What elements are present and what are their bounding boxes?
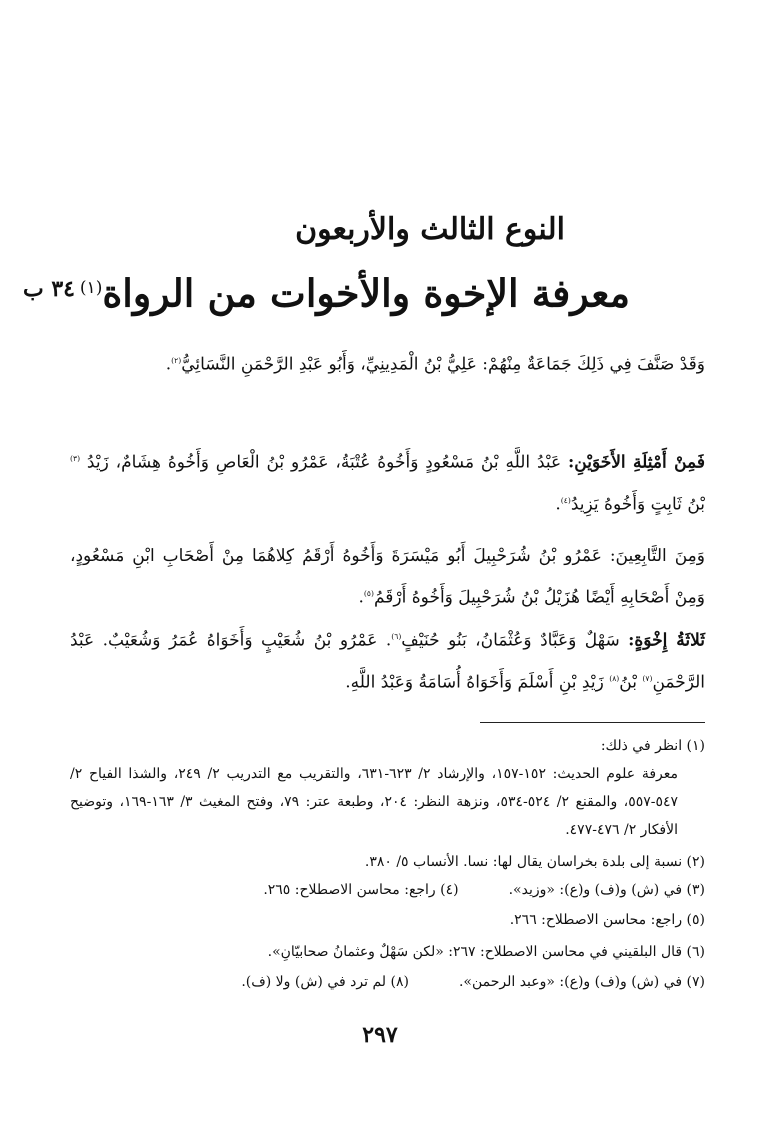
- footnote-4: (٤) راجع: محاسن الاصطلاح: ٢٦٥.: [263, 882, 459, 898]
- paragraph-3: [70, 537, 705, 617]
- footnote-divider: [480, 722, 705, 723]
- margin-folio-note: ٣٤ ب: [22, 276, 75, 302]
- paragraph-tail: .: [555, 494, 561, 515]
- paragraph-text: . عَمْرُو بْنُ شُعَيْبٍ وَأَخَوَاهُ عُمَرُ وَشُعَيْبٌ. عَبْدُ الرَّحْمَنِ: [70, 630, 705, 693]
- footnote-2: (٢) نسبة إلى بلدة بخراسان يقال لها: نسا. الأنساب ٥/ ٣٨٠.: [364, 854, 705, 870]
- paragraph-text: سَهْلٌ وَعَبَّادٌ وَعُثْمَانُ، بَنُو حُنَيْفٍ: [401, 630, 629, 651]
- footnote-1-body: معرفة علوم الحديث: ١٥٢-١٥٧، والإرشاد ٢/ ٦٢٣-٦٣١، والتقريب مع التدريب ٢/ ٢٤٩، والشذا الفياح ٢/ ٥٤٧-٥٥٧، والمقنع ٢/ ٥٢٤-٥٣٤، ونزهة النظر: ٢٠٤، وطبعة عتر: ٧٩، وفتح المغيث ٣/ ١٦٣-١٦٩، وتوضيح الأفكار ٢/ ٤٧٦-٤٧٧.: [70, 766, 679, 838]
- footnote-8: (٨) لم ترد في (ش) ولا (ف).: [241, 974, 409, 990]
- paragraph-text: بْنُ ثَابِتٍ وَأَخُوهُ يَزِيدُ: [570, 494, 705, 515]
- chapter-title: [79, 262, 630, 320]
- footnote-3: (٣) في (ش) و(ف) و(ع): «وزيد».: [508, 882, 705, 898]
- footnote-7: (٧) في (ش) و(ف) و(ع): «وعبد الرحمن».: [458, 974, 705, 990]
- footnote-ref: (٧): [642, 673, 653, 683]
- paragraph-text: زَيْدِ بْنِ أَسْلَمَ وَأَخَوَاهُ أُسَامَةُ وَعَبْدُ اللَّهِ.: [345, 672, 610, 693]
- footnote-ref: (٣): [70, 454, 81, 463]
- chapter-title-text: معرفة الإخوة والأخوات من الرواة: [102, 270, 630, 316]
- paragraph-text: عَبْدُ اللَّهِ بْنُ مَسْعُودٍ وَأَخُوهُ عُتْبَةُ، عَمْرُو بْنُ الْعَاصِ وَأَخُوهُ هِشَامٌ، زَيْدُ: [80, 452, 568, 473]
- paragraph-text: وَمِنَ التَّابِعِينَ: عَمْرُو بْنُ شُرَحْبِيلَ أَبُو مَيْسَرَةَ وَأَخُوهُ أَرْقَمُ كِلاهُمَا مِنْ أَصْحَابِ ابْنِ مَسْعُودٍ، وَمِنْ أَصْحَابِهِ أَيْضًا هُزَيْلُ بْنُ شُرَحْبِيلَ وَأَخُوهُ أَرْقَمُ: [70, 546, 705, 608]
- paragraph-text: وَقَدْ صَنَّفَ فِي ذَلِكَ جَمَاعَةٌ مِنْهُمْ: عَلِيُّ بْنُ الْمَدِينِيِّ، وَأَبُو عَبْدِ الرَّحْمَنِ النَّسَائِيُّ: [181, 354, 705, 375]
- footnote-6: (٦) قال البلقيني في محاسن الاصطلاح: ٢٦٧: «لكن سَهْلٌ وعثمانُ صحابيّانِ».: [267, 944, 705, 960]
- paragraph-lead: فَمِنْ أَمْثِلَةِ الأَخَوَيْنِ:: [568, 452, 705, 473]
- footnote-ref: (١): [79, 278, 103, 298]
- paragraph-1: [70, 342, 705, 384]
- paragraph-tail: .: [165, 354, 172, 375]
- footnote-1-head: (١) انظر في ذلك:: [600, 738, 705, 754]
- paragraph-lead: ثَلاثَةُ إِخْوَةٍ:: [628, 630, 705, 651]
- paragraph-4: [70, 618, 705, 701]
- footnote-ref: (٤): [560, 495, 571, 505]
- paragraph-2: [70, 440, 705, 523]
- paragraph-text: بْنُ: [619, 672, 643, 693]
- page-number: ٢٩٧: [362, 1022, 398, 1048]
- footnote-ref: (٥): [363, 589, 374, 598]
- footnote-ref: (٨): [609, 673, 620, 683]
- paragraph-tail: .: [358, 587, 364, 608]
- footnote-ref: (٦): [391, 632, 402, 641]
- footnote-ref: (٢): [171, 356, 182, 365]
- footnote-row-7-8: [70, 968, 705, 996]
- footnote-row-3-4: [70, 876, 705, 904]
- footnote-5: (٥) راجع: محاسن الاصطلاح: ٢٦٦.: [509, 912, 705, 928]
- chapter-heading: النوع الثالث والأربعون: [295, 212, 565, 247]
